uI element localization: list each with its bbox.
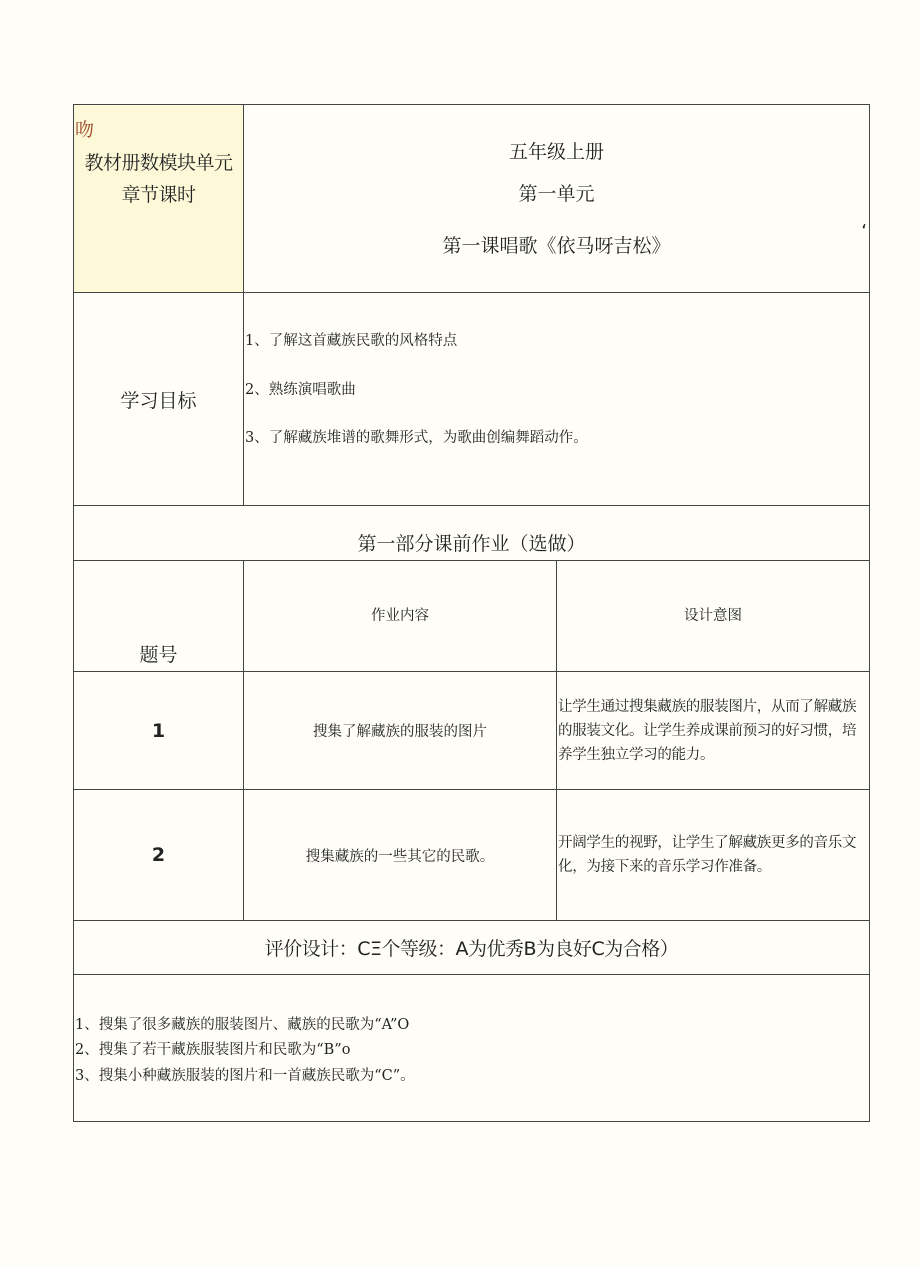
lesson-label-line1: 教材册数模块单元 — [84, 152, 233, 174]
evaluation-criteria-cell — [74, 975, 870, 1122]
learning-goals-cell — [244, 293, 870, 506]
task-content: 搜集藏族的一些其它的民歌。 — [244, 790, 557, 921]
evaluation-heading: 评价设计：CΞ个等级：A为优秀B为良好C为合格） — [74, 921, 870, 975]
unit-text: 第一单元 — [518, 183, 595, 205]
goal-item: 1、了解这首藏族民歌的风格特点 — [245, 333, 458, 349]
evaluation-heading-row — [74, 921, 870, 975]
column-header-intent — [557, 561, 870, 672]
stray-mark: ‘ — [861, 221, 867, 242]
goal-item: 2、熟练演唱歌曲 — [245, 382, 356, 398]
lesson-label-line2: 章节课时 — [121, 184, 196, 206]
evaluation-item: 3、搜集小种藏族服装的图片和一首藏族民歌为“C”。 — [75, 1068, 415, 1084]
task-intent: 让学生通过搜集藏族的服装图片，从而了解藏族的服装文化。让学生养成课前预习的好习惯，培养学生独立学习的能力。 — [557, 672, 870, 790]
section-heading-row — [74, 506, 870, 561]
homework-design-table — [73, 104, 870, 1122]
lesson-label — [74, 147, 243, 211]
evaluation-item: 2、搜集了若干藏族服装图片和民歌为“B”o — [75, 1042, 351, 1058]
learning-goals-row — [74, 293, 870, 506]
lesson-label-cell — [74, 105, 244, 293]
lesson-text: 第一课唱歌《依马呀吉松》 — [442, 235, 671, 257]
column-header-number — [74, 561, 244, 672]
task-number: 2 — [74, 790, 244, 921]
evaluation-criteria-row — [74, 975, 870, 1122]
column-header-intent-text: 设计意图 — [684, 607, 742, 624]
task-content: 搜集了解藏族的服装的图片 — [244, 672, 557, 790]
goal-item: 3、了解藏族堆谱的歌舞形式，为歌曲创编舞蹈动作。 — [245, 430, 588, 446]
grade-text: 五年级上册 — [508, 141, 604, 163]
corner-mark: 吻 — [75, 119, 95, 141]
section-heading — [74, 506, 870, 561]
lesson-info-cell — [244, 105, 870, 293]
evaluation-item: 1、搜集了很多藏族的服装图片、藏族的民歌为“A”O — [75, 1017, 410, 1033]
task-number: 1 — [74, 672, 244, 790]
column-header-row — [74, 561, 870, 672]
task-intent: 开阔学生的视野，让学生了解藏族更多的音乐文化，为接下来的音乐学习作准备。 — [557, 790, 870, 921]
task-row — [74, 672, 870, 790]
learning-goals-label: 学习目标 — [74, 293, 244, 506]
column-header-number-text: 题号 — [139, 644, 178, 666]
lesson-header-row — [74, 105, 870, 293]
column-header-content-text: 作业内容 — [371, 607, 429, 624]
section-heading-text: 第一部分课前作业（选做） — [357, 533, 586, 555]
column-header-content — [244, 561, 557, 672]
task-row — [74, 790, 870, 921]
